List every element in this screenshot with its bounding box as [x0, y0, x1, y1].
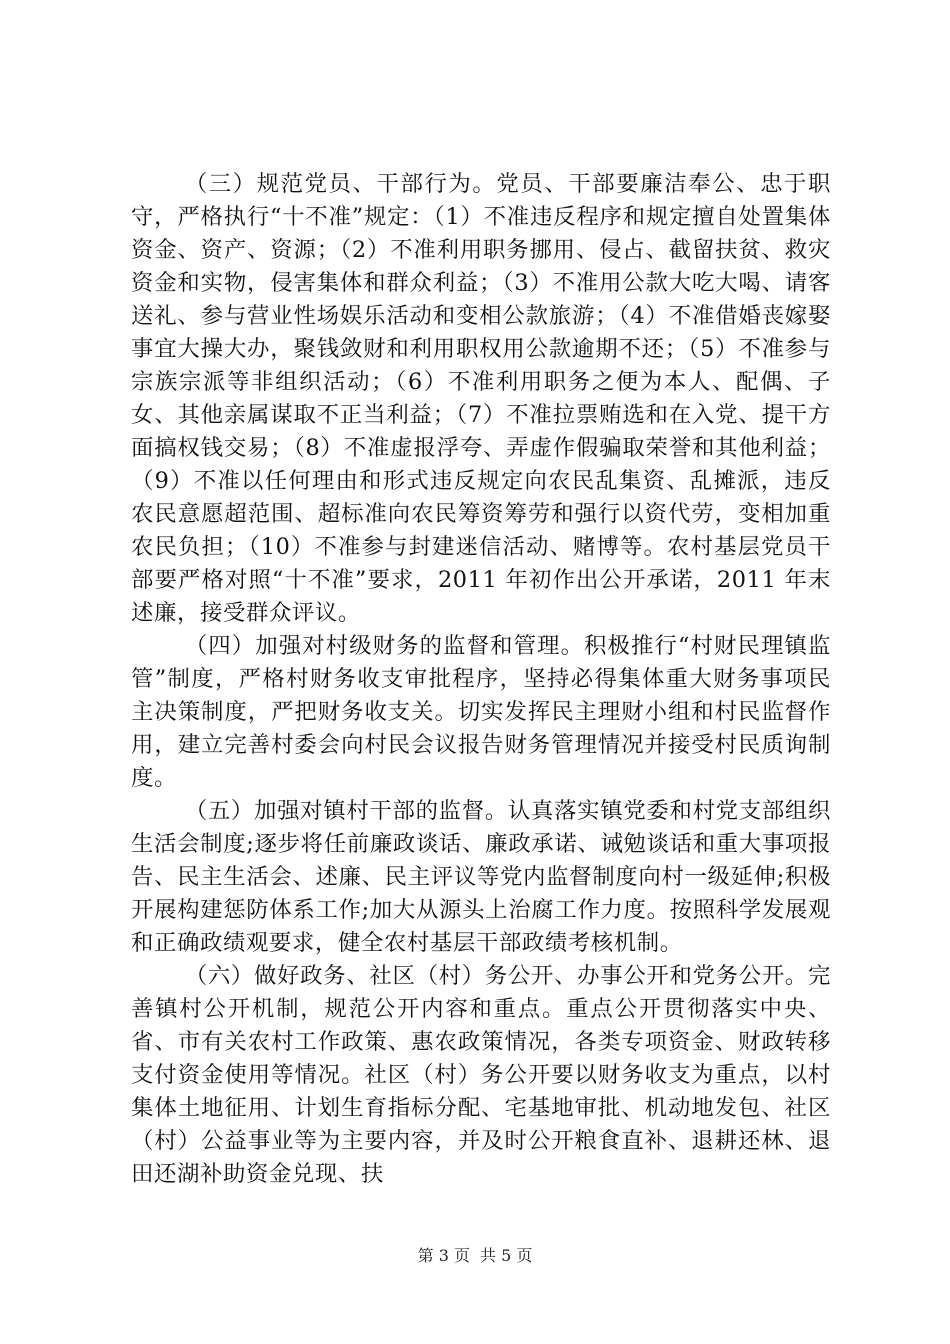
paragraph-section-6: （六）做好政务、社区（村）务公开、办事公开和党务公开。完善镇村公开机制，规范公开内容和重点。重点公开贯彻落实中央、省、市有关农村工作政策、惠农政策情况，各类专项资金、财政转移支付资金使用等情况。社区（村）务公开要以财务收支为重点，以村集体土地征用、计划生育指标分配、宅基地审批、机动地发包、社区（村）公益事业等为主要内容，并及时公开粮食直补、退耕还林、退田还湖补助资金兑现、扶: [131, 963, 831, 1187]
paragraph-section-4: （四）加强对村级财务的监督和管理。积极推行“村财民理镇监管”制度，严格村财务收支审批程序，坚持必得集体重大财务事项民主决策制度，严把财务收支关。切实发挥民主理财小组和村民监督作用，建立完善村委会向村民会议报告财务管理情况并接受村民质询制度。: [131, 633, 831, 791]
page-total: 共 5 页: [480, 1246, 533, 1265]
paragraph-section-5: （五）加强对镇村干部的监督。认真落实镇党委和村党支部组织生活会制度;逐步将任前廉政谈话、廉政承诺、诫勉谈话和重大事项报告、民主生活会、述廉、民主评议等党内监督制度向村一级延伸;积极开展构建惩防体系工作;加大从源头上治腐工作力度。按照科学发展观和正确政绩观要求，健全农村基层干部政绩考核机制。: [131, 798, 831, 956]
page-footer: [0, 1245, 950, 1267]
paragraph-section-3: （三）规范党员、干部行为。党员、干部要廉洁奉公、忠于职守，严格执行“十不准”规定：（1）不准违反程序和规定擅自处置集体资金、资产、资源；（2）不准利用职务挪用、侵占、截留扶贫、救灾资金和实物，侵害集体和群众利益；（3）不准用公款大吃大喝、请客送礼、参与营业性场娱乐活动和变相公款旅游；（4）不准借婚丧嫁娶事宜大操大办，聚钱敛财和利用职权用公款逾期不还；（5）不准参与宗族宗派等非组织活动；（6）不准利用职务之便为本人、配偶、子女、其他亲属谋取不正当利益；（7）不准拉票贿选和在入党、提干方面搞权钱交易；（8）不准虚报浮夸、弄虚作假骗取荣誉和其他利益；（9）不准以任何理由和形式违反规定向农民乱集资、乱摊派，违反农民意愿超范围、超标准向农民筹资筹劳和强行以资代劳，变相加重农民负担；（10）不准参与封建迷信活动、赌博等。农村基层党员干部要严格对照“十不准”要求，2011 年初作出公开承诺，2011 年末述廉，接受群众评议。: [131, 171, 831, 626]
page-number: 第 3 页: [417, 1246, 470, 1265]
document-body: [131, 168, 831, 1191]
